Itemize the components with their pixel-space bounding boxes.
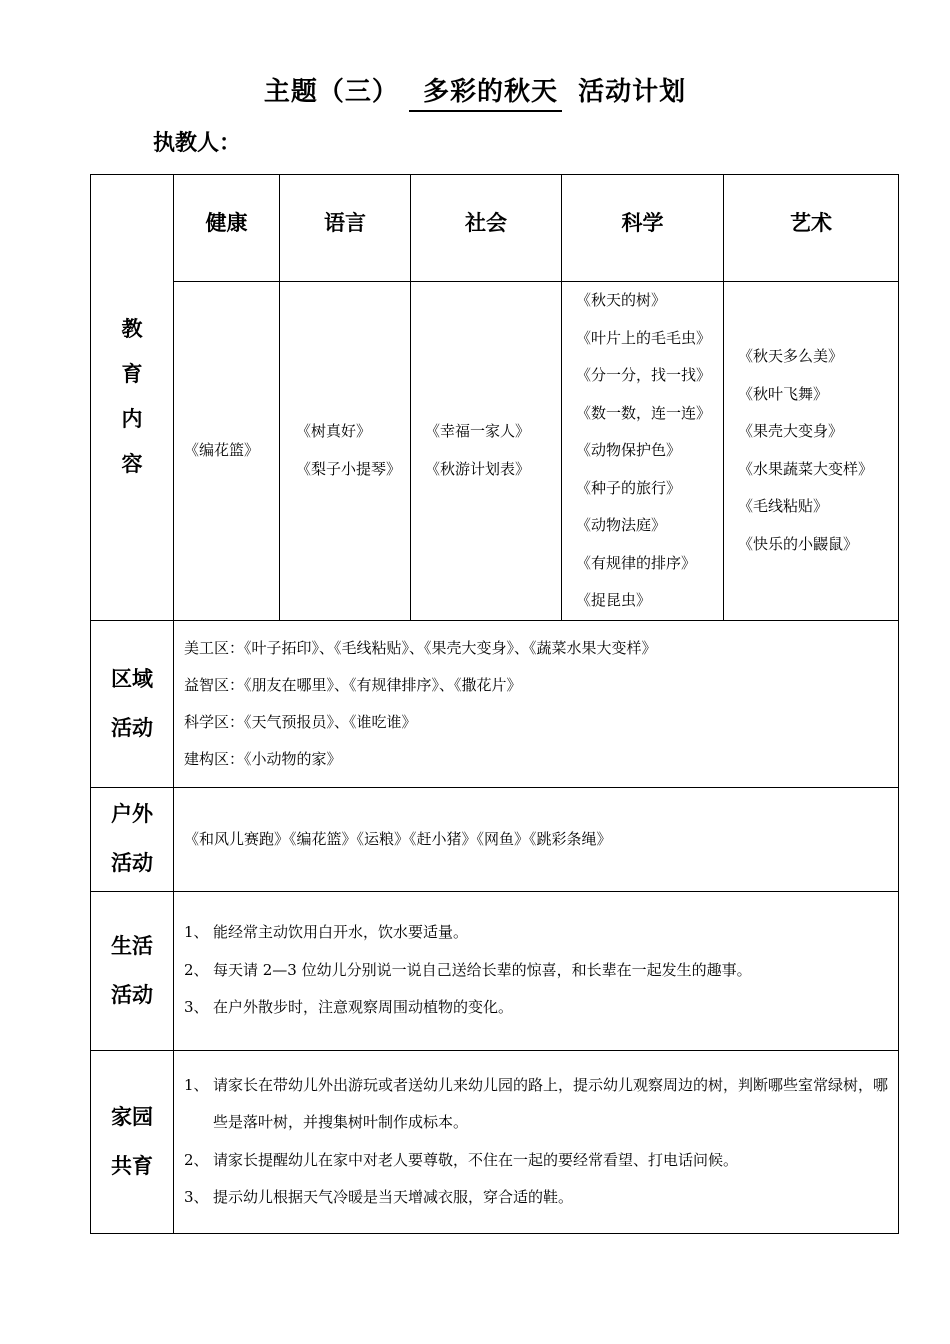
activity-item: 《编花篮》 xyxy=(184,441,260,459)
area-line: 建构区：《小动物的家》 xyxy=(184,749,342,768)
row-label-line: 活动 xyxy=(111,982,153,1007)
outdoor-activity-row xyxy=(91,787,899,891)
subjects-row xyxy=(91,175,899,282)
activity-item: 《秋叶飞舞》 xyxy=(738,384,829,403)
activity-item: 《捉昆虫》 xyxy=(576,591,652,609)
item-number: 3、 xyxy=(184,998,209,1017)
activity-item: 《叶片上的毛毛虫》 xyxy=(576,328,712,347)
activity-item: 《秋游计划表》 xyxy=(425,459,531,478)
activity-item: 《树真好》 xyxy=(296,422,372,441)
activity-item: 《毛线粘贴》 xyxy=(738,497,829,516)
row-label-line: 区域 xyxy=(111,666,153,691)
subject-society: 社会 xyxy=(411,175,562,282)
item-number: 1、 xyxy=(184,1075,209,1094)
row-label-line: 活动 xyxy=(111,715,153,740)
activity-item: 《果壳大变身》 xyxy=(738,422,844,441)
subject-art: 艺术 xyxy=(724,175,899,282)
activity-item: 《幸福一家人》 xyxy=(425,422,531,441)
health-activities xyxy=(174,282,280,621)
activity-item: 《快乐的小鼹鼠》 xyxy=(738,534,859,553)
item-number: 1、 xyxy=(184,923,209,942)
activity-item: 《分一分，找一找》 xyxy=(576,366,712,384)
outdoor-activity-content xyxy=(174,787,899,891)
home-cooperation-content xyxy=(174,1050,899,1233)
item-text: 在户外散步时，注意观察周围动植物的变化。 xyxy=(213,998,514,1017)
teacher-label: 执教人： xyxy=(153,131,242,156)
title-suffix: 活动计划 xyxy=(578,77,687,107)
area-line: 美工区：《叶子拓印》、《毛线粘贴》、《果壳大变身》、《蔬菜水果大变样》 xyxy=(184,638,657,657)
row-label-line: 活动 xyxy=(111,851,153,875)
activity-item: 《梨子小提琴》 xyxy=(296,459,402,478)
activity-plan-table xyxy=(90,174,899,1234)
life-activity-row xyxy=(91,891,899,1050)
language-activities xyxy=(280,282,411,621)
education-label-char: 育 xyxy=(121,362,143,387)
item-text: 请家长提醒幼儿在家中对老人要尊敬，不住在一起的要经常看望、打电话问候。 xyxy=(213,1150,739,1169)
item-text: 能经常主动饮用白开水，饮水要适量。 xyxy=(213,923,469,942)
home-cooperation-row xyxy=(91,1050,899,1233)
activity-item: 《秋天的树》 xyxy=(576,291,667,309)
activity-item: 《秋天多么美》 xyxy=(738,347,844,366)
row-label-line: 共育 xyxy=(111,1153,153,1178)
education-content-row xyxy=(91,282,899,621)
science-activities xyxy=(562,282,724,621)
item-number: 2、 xyxy=(184,1150,209,1169)
life-row-header xyxy=(91,891,174,1050)
page-title xyxy=(0,72,950,112)
list-item xyxy=(184,952,898,990)
area-activity-content xyxy=(174,620,899,787)
title-prefix: 主题（三） xyxy=(263,77,399,107)
activity-item: 《种子的旅行》 xyxy=(576,478,682,497)
list-item xyxy=(184,1067,898,1142)
area-row-header xyxy=(91,620,174,787)
list-item xyxy=(184,914,898,952)
outdoor-row-header xyxy=(91,787,174,891)
activity-item: 《有规律的排序》 xyxy=(576,553,697,572)
list-item xyxy=(184,1142,898,1180)
education-row-header xyxy=(91,175,174,621)
home-row-header xyxy=(91,1050,174,1233)
list-item xyxy=(184,989,898,1027)
item-text: 每天请 2—3 位幼儿分别说一说自己送给长辈的惊喜，和长辈在一起发生的趣事。 xyxy=(213,960,752,979)
item-text: 请家长在带幼儿外出游玩或者送幼儿来幼儿园的路上，提示幼儿观察周边的树，判断哪些室常绿树，哪些是落叶树，并搜集树叶制作成标本。 xyxy=(213,1075,889,1131)
outdoor-line: 《和风儿赛跑》《编花篮》《运粮》《赶小猪》《网鱼》《跳彩条绳》 xyxy=(184,829,612,848)
row-label-line: 生活 xyxy=(111,933,153,958)
row-label-line: 户外 xyxy=(111,802,153,826)
education-label-char: 内 xyxy=(121,407,143,432)
item-number: 3、 xyxy=(184,1188,209,1206)
education-label-char: 教 xyxy=(121,317,143,342)
subject-health: 健康 xyxy=(174,175,280,282)
activity-item: 《水果蔬菜大变样》 xyxy=(738,459,874,478)
society-activities xyxy=(411,282,562,621)
life-activity-content xyxy=(174,891,899,1050)
list-item xyxy=(184,1179,898,1217)
activity-item: 《动物保护色》 xyxy=(576,441,682,459)
area-line: 科学区：《天气预报员》、《谁吃谁》 xyxy=(184,712,417,731)
area-line: 益智区：《朋友在哪里》、《有规律排序》、《撒花片》 xyxy=(184,675,522,694)
art-activities xyxy=(724,282,899,621)
row-label-line: 家园 xyxy=(111,1104,153,1129)
area-activity-row xyxy=(91,620,899,787)
item-text: 提示幼儿根据天气冷暖是当天增减衣服，穿合适的鞋。 xyxy=(213,1188,574,1206)
activity-item: 《动物法庭》 xyxy=(576,516,667,534)
title-theme: 多彩的秋天 xyxy=(409,74,562,112)
education-label-char: 容 xyxy=(121,452,143,477)
activity-item: 《数一数，连一连》 xyxy=(576,403,712,422)
subject-language: 语言 xyxy=(280,175,411,282)
item-number: 2、 xyxy=(184,960,209,979)
subject-science: 科学 xyxy=(562,175,724,282)
